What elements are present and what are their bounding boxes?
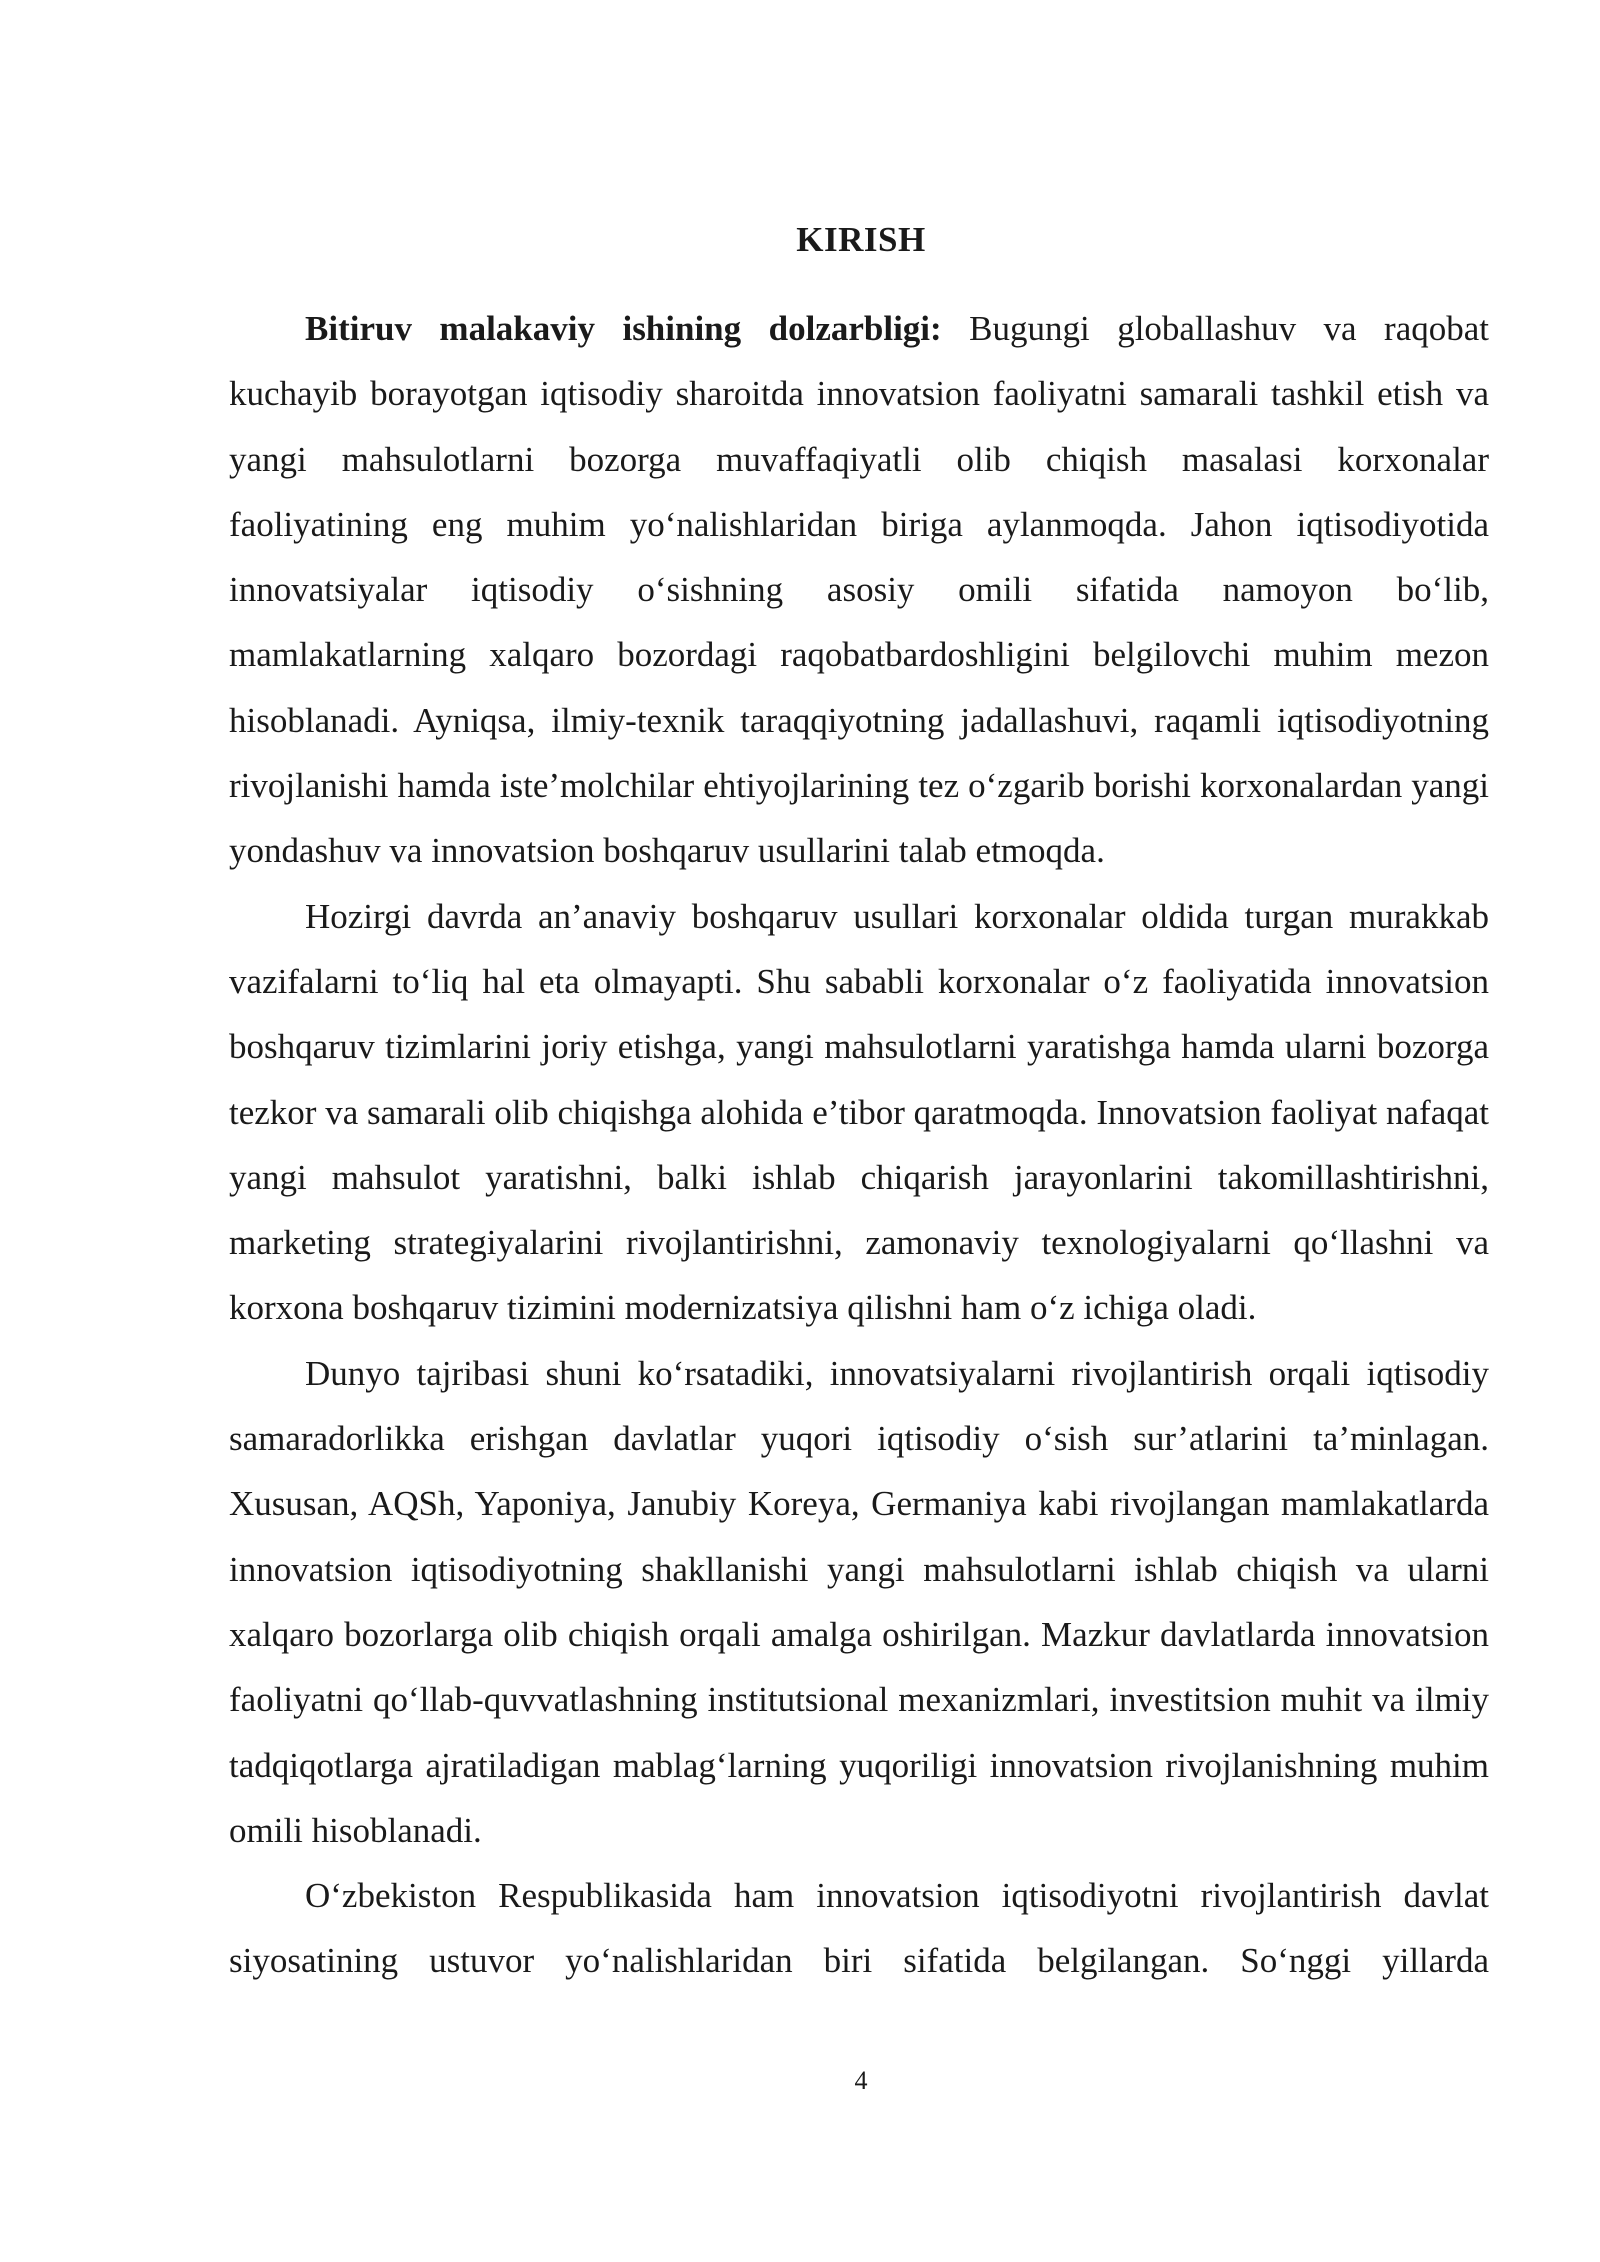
body-text: [229, 296, 1489, 1994]
paragraph-4: O‘zbekiston Respublikasida ham innovatsion iqtisodiyotni rivojlantirish davlat siyosatining ustuvor yo‘nalishlaridan biri sifatida belgilangan. So‘nggi yillarda: [229, 1876, 1489, 1981]
paragraph-lead: Bitiruv malakaviy ishining dolzarbligi:: [305, 309, 942, 348]
page-title: KIRISH: [796, 220, 926, 259]
paragraph-1: [229, 296, 1489, 884]
paragraph-text: Bugungi globallashuv va raqobat kuchayib borayotgan iqtisodiy sharoitda innovatsion faoliyatni samarali tashkil etish va yangi mahsulotlarni bozorga muvaffaqiyatli olib chiqish masalasi korxonalar faoliyatining eng muhim yo‘nalishlaridan biriga aylanmoqda. Jahon iqtisodiyotida innovatsiyalar iqtisodiy o‘sishning asosiy omili sifatida namoyon bo‘lib, mamlakatlarning xalqaro bozordagi raqobatbardoshligini belgilovchi muhim mezon hisoblanadi. Ayniqsa, ilmiy-texnik taraqqiyotning jadallashuvi, raqamli iqtisodiyotning rivojlanishi hamda iste’molchilar ehtiyojlarining tez o‘zgarib borishi korxonalardan yangi yondashuv va innovatsion boshqaruv usullarini talab etmoqda.: [229, 309, 1489, 871]
paragraph-2: Hozirgi davrda an’anaviy boshqaruv usullari korxonalar oldida turgan murakkab vazifalarni to‘liq hal eta olmayapti. Shu sababli korxonalar o‘z faoliyatida innovatsion boshqaruv tizimlarini joriy etishga, yangi mahsulotlarni yaratishga hamda ularni bozorga tezkor va samarali olib chiqishga alohida e’tibor qaratmoqda. Innovatsion faoliyat nafaqat yangi mahsulot yaratishni, balki ishlab chiqarish jarayonlarini takomillashtirishni, marketing strategiyalarini rivojlantirishni, zamonaviy texnologiyalarni qo‘llashni va korxona boshqaruv tizimini modernizatsiya qilishni ham o‘z ichiga oladi.: [229, 896, 1489, 1328]
paragraph-3: Dunyo tajribasi shuni ko‘rsatadiki, innovatsiyalarni rivojlantirish orqali iqtisodiy samaradorlikka erishgan davlatlar yuqori iqtisodiy o‘sish sur’atlarini ta’minlagan. Xususan, AQSh, Yaponiya, Janubiy Koreya, Germaniya kabi rivojlangan mamlakatlarda innovatsion iqtisodiyotning shakllanishi yangi mahsulotlarni ishlab chiqish va ularni xalqaro bozorlarga olib chiqish orqali amalga oshirilgan. Mazkur davlatlarda innovatsion faoliyatni qo‘llab-quvvatlashning institutsional mexanizmlari, investitsion muhit va ilmiy tadqiqotlarga ajratiladigan mablag‘larning yuqoriligi innovatsion rivojlanishning muhim omili hisoblanadi.: [229, 1353, 1489, 1850]
page-number: 4: [854, 2066, 868, 2095]
